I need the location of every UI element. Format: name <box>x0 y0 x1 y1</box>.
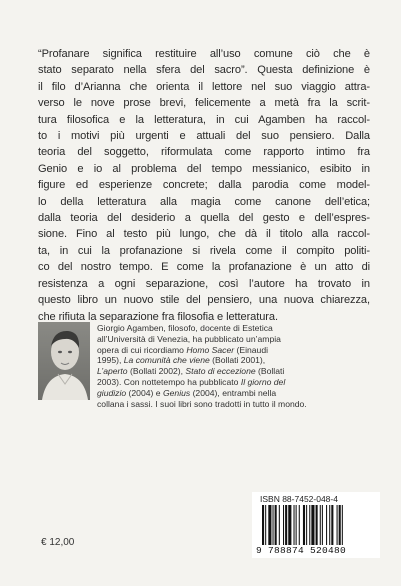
barcode-bar <box>296 505 297 545</box>
blurb-line: stato separato nella sfera del sacro”. Questa definizione è <box>38 64 370 77</box>
barcode-bar <box>299 505 300 545</box>
barcode-digits: 9 788874 520480 <box>256 545 347 556</box>
blurb-line: verso le nove prose brevi, felicemente a metà fra la scrit- <box>38 97 370 110</box>
barcode-bar <box>311 505 314 545</box>
bio-line: 1995), La comunità che viene (Bollati 2001), <box>97 355 266 366</box>
author-photo <box>38 322 90 400</box>
blurb-text <box>38 46 370 325</box>
barcode-bar <box>303 505 305 545</box>
bio-line: L’aperto (Bollati 2002), Stato di eccezione (Bollati <box>97 366 285 377</box>
barcode-bar <box>329 505 330 545</box>
barcode-bar <box>275 505 277 545</box>
price: € 12,00 <box>41 537 75 548</box>
barcode-bar <box>262 505 264 545</box>
blurb-line: resistenza a ogni separazione, così l’autore ha trovato in <box>38 277 370 290</box>
barcode-bar <box>294 505 295 545</box>
barcode-bar <box>309 505 310 545</box>
barcode-bar <box>342 505 343 545</box>
isbn-label: ISBN 88-7452-048-4 <box>260 494 338 504</box>
blurb-line: to i motivi più urgenti e attuali del suo pensiero. Dalla <box>38 130 370 143</box>
blurb-line: il filo d’Arianna che orienta il lettore nel suo viaggio attra- <box>38 80 370 93</box>
barcode-bar <box>273 505 274 545</box>
barcode-bar <box>320 505 321 545</box>
blurb-line: che rifiuta la separazione fra filosofia e letteratura. <box>38 310 278 323</box>
blurb-line: lo della letteratura alla magia come canone dell’etica; <box>38 195 370 208</box>
barcode-bar <box>285 505 287 545</box>
barcode-graphic <box>262 505 374 545</box>
blurb-line: ta, in cui la profanazione si rivela come il compito politi- <box>38 244 370 257</box>
blurb-line: tura filosofica e la letteratura, in cui Agamben ha raccol- <box>38 113 370 126</box>
blurb-line: questo libro un nuovo stile del pensiero, una nuova chiarezza, <box>38 294 370 307</box>
blurb-line: teoria del soggetto, riformulata come rapporto intimo fra <box>38 146 370 159</box>
barcode-bar <box>326 505 327 545</box>
barcode-bar <box>268 505 271 545</box>
blurb-line: dalla teoria del desiderio a quella del gesto e dell’espres- <box>38 212 370 225</box>
bio-line: 2003). Con nottetempo ha pubblicato Il giorno del <box>97 376 286 387</box>
barcode-bar <box>279 505 280 545</box>
blurb-line: Genio e io al problema del tempo messianico, esibito in <box>38 162 370 175</box>
barcode-bar <box>283 505 284 545</box>
blurb-line: co del nostro tempo. E come la profanazione è un atto di <box>38 261 370 274</box>
barcode-bar <box>288 505 291 545</box>
barcode-bar <box>306 505 307 545</box>
blurb-line: sione. Fino al testo più lungo, che dà il titolo alla raccol- <box>38 228 370 241</box>
blurb-line: figure ed esperienze concrete; dalla parodia come model- <box>38 179 370 192</box>
barcode-bar <box>322 505 323 545</box>
barcode-bar <box>316 505 318 545</box>
barcode-bar <box>339 505 341 545</box>
bio-line: collana i sassi. I suoi libri sono tradotti in tutto il mondo. <box>97 398 307 409</box>
barcode-bar <box>337 505 338 545</box>
barcode-bar <box>331 505 333 545</box>
author-bio <box>97 323 371 409</box>
bio-line: all’Università di Venezia, ha pubblicato un’ampia <box>97 333 281 344</box>
bio-line: giudizio (2004) e Genius (2004), entrambi nella <box>97 387 277 398</box>
barcode-bar <box>265 505 266 545</box>
bio-line: Giorgio Agamben, filosofo, docente di Estetica <box>97 323 273 333</box>
blurb-line: “Profanare significa restituire all’uso comune ciò che è <box>38 48 370 60</box>
bio-line: opera di cui ricordiamo Homo Sacer (Einaudi <box>97 344 269 355</box>
